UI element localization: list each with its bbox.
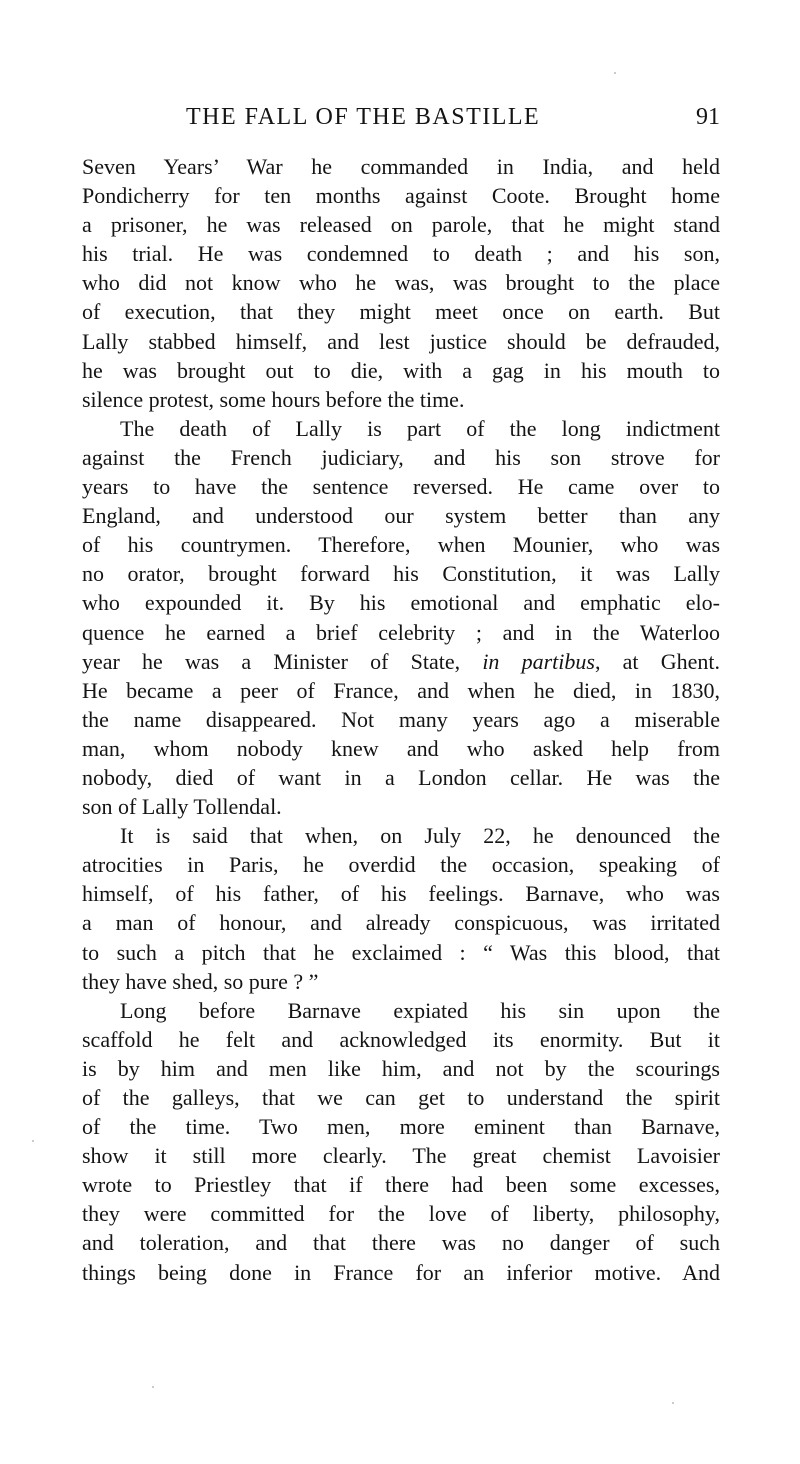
text-line: silence protest, some hours before the time. <box>82 386 465 412</box>
italic-phrase: in partibus <box>482 648 595 674</box>
running-title: THE FALL OF THE BASTILLE <box>186 104 541 130</box>
text-line: no orator, brought forward his Constitution, it was Lally <box>82 561 720 587</box>
text-line: England, and understood our system better than any <box>82 503 720 529</box>
text-line: of his countrymen. Therefore, when Mounier, who was <box>82 532 720 558</box>
page-header <box>82 104 720 136</box>
text-line: they were committed for the love of liberty, philosophy, <box>82 1201 720 1227</box>
text-line: he was brought out to die, with a gag in his mouth to <box>82 357 720 383</box>
text-line: things being done in France for an inferior motive. And <box>82 1259 720 1285</box>
text-line: Pondicherry for ten months against Coote. Brought home <box>82 183 720 209</box>
paper-speck <box>32 1140 34 1142</box>
text-line: and toleration, and that there was no danger of such <box>82 1230 720 1256</box>
text-line: atrocities in Paris, he overdid the occasion, speaking of <box>82 852 720 878</box>
text-line: against the French judiciary, and his son strove for <box>82 444 720 470</box>
paragraph-first-line: It is said that when, on July 22, he denounced the <box>120 823 720 849</box>
text-line: a prisoner, he was released on parole, that he might stand <box>82 212 720 238</box>
text-line: the name disappeared. Not many years ago a miserable <box>82 706 720 732</box>
text-line: they have shed, so pure ? ” <box>82 968 319 994</box>
text-line: to such a pitch that he exclaimed : “ Was this blood, that <box>82 939 720 965</box>
text-line: who did not know who he was, was brought to the place <box>82 270 720 296</box>
page-number: 91 <box>696 104 720 130</box>
text-line: Seven Years’ War he commanded in India, and held <box>82 154 720 179</box>
text-line-with-italic <box>82 647 720 676</box>
text-line: is by him and men like him, and not by the scourings <box>82 1055 720 1081</box>
line-text-after-italic: , at Ghent. <box>594 648 720 674</box>
text-line: nobody, died of want in a London cellar. He was the <box>82 764 720 790</box>
body-text <box>82 152 720 1287</box>
paper-speck <box>672 1402 674 1404</box>
paper-speck <box>614 72 616 74</box>
text-line: man, whom nobody knew and who asked help from <box>82 735 720 761</box>
text-line: He became a peer of France, and when he died, in 1830, <box>82 677 720 703</box>
text-line: who expounded it. By his emotional and emphatic elo- <box>82 590 720 616</box>
paragraph-first-line: Long before Barnave expiated his sin upon the <box>120 997 720 1023</box>
text-line: scaffold he felt and acknowledged its enormity. But it <box>82 1026 720 1052</box>
text-line: of the time. Two men, more eminent than Barnave, <box>82 1114 720 1140</box>
text-line: a man of honour, and already conspicuous, was irritated <box>82 910 720 936</box>
text-line: Lally stabbed himself, and lest justice should be defrauded, <box>82 328 720 354</box>
text-line: years to have the sentence reversed. He came over to <box>82 474 720 500</box>
paper-speck <box>152 1386 154 1388</box>
text-line: wrote to Priestley that if there had been some excesses, <box>82 1172 720 1198</box>
text-line: himself, of his father, of his feelings. Barnave, who was <box>82 881 720 907</box>
paragraph-first-line: The death of Lally is part of the long indictment <box>120 415 720 441</box>
line-text-before-italic: year he was a Minister of State, <box>82 648 483 674</box>
text-line: his trial. He was condemned to death ; and his son, <box>82 241 720 267</box>
text-line: quence he earned a brief celebrity ; and in the Waterloo <box>82 619 720 645</box>
text-line: son of Lally Tollendal. <box>82 794 282 820</box>
text-line: of the galleys, that we can get to understand the spirit <box>82 1085 720 1110</box>
text-line: show it still more clearly. The great chemist Lavoisier <box>82 1143 720 1169</box>
text-line: of execution, that they might meet once on earth. But <box>82 299 720 325</box>
